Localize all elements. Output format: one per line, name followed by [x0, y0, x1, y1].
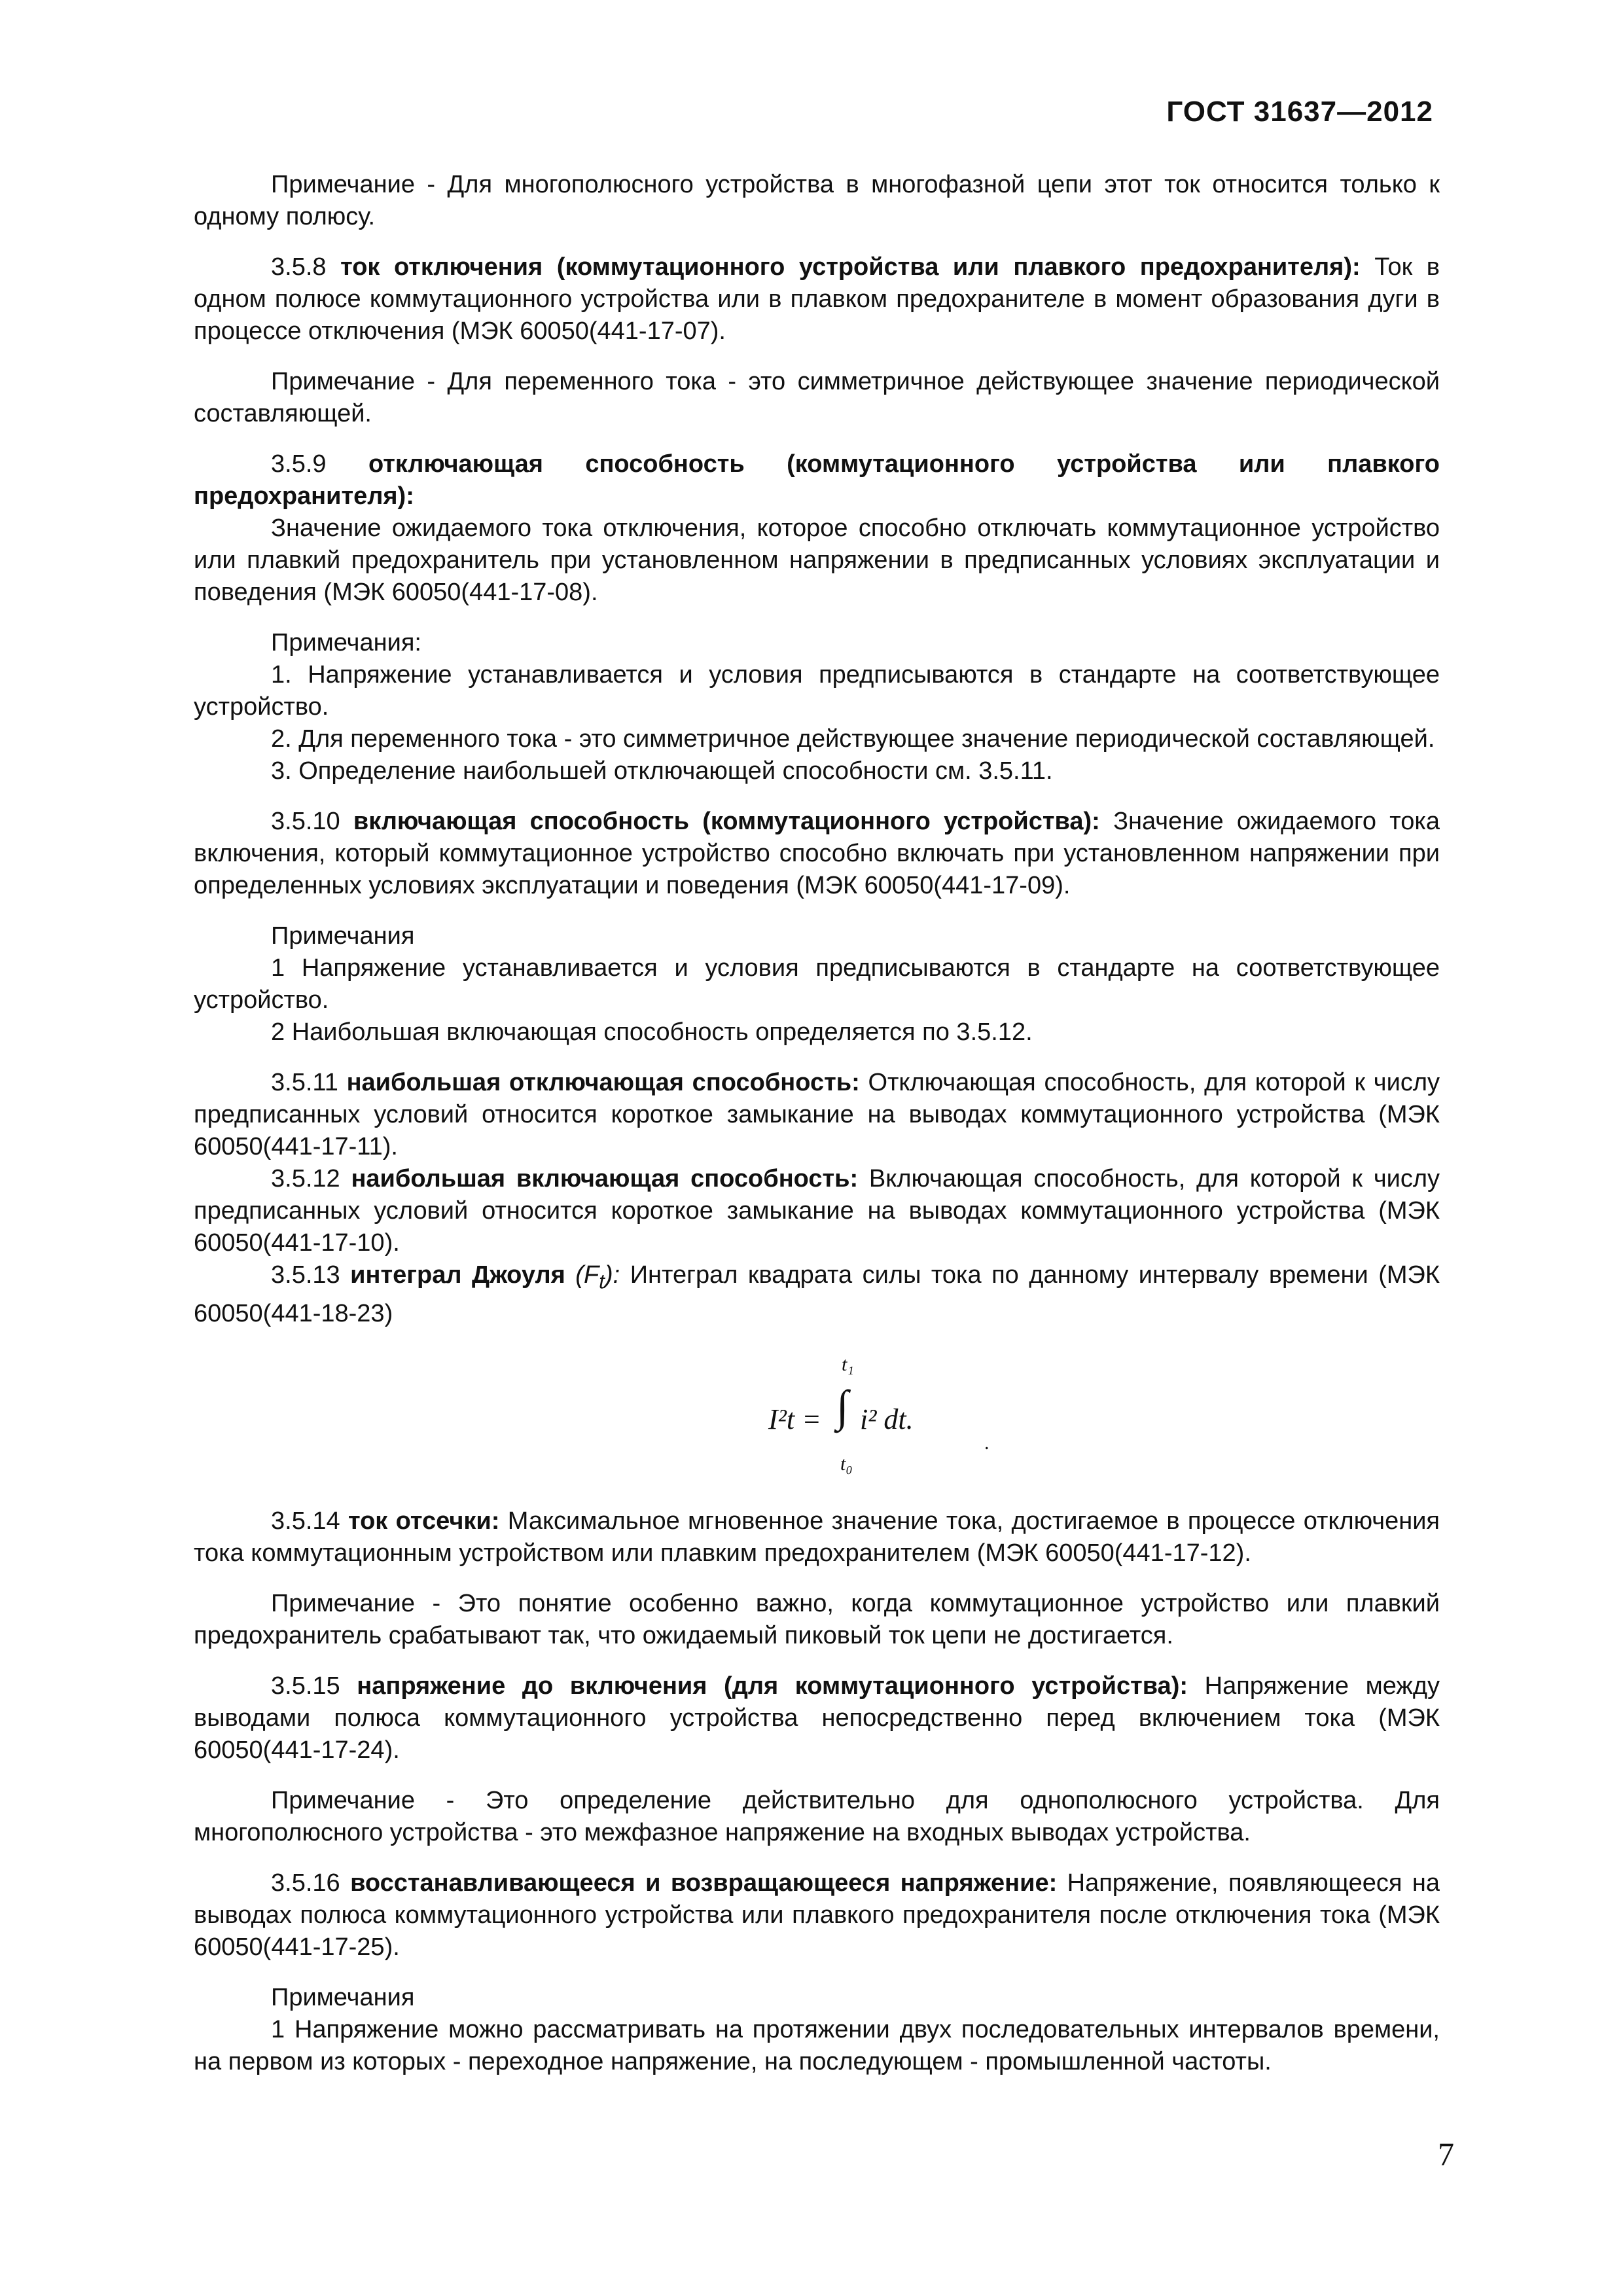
term: включающая способность (коммутационного устройства):	[353, 808, 1100, 835]
clause-number: 3.5.15	[271, 1672, 340, 1700]
definition-text: Интеграл квадрата силы тока по данному интервалу времени (МЭК 60050(441-18-23)	[194, 1261, 1440, 1327]
note-item: 3. Определение наибольшей отключающей способности см. 3.5.11.	[271, 757, 1053, 785]
clause-number: 3.5.14	[271, 1507, 340, 1535]
note-paragraph: Примечание - Для многополюсного устройства в многофазной цепи этот ток относится только к одному полюсу.	[194, 171, 1440, 230]
note-item: 1. Напряжение устанавливается и условия предписываются в стандарте на соответствующее устройство.	[194, 661, 1440, 721]
note-item: 2 Наибольшая включающая способность определяется по 3.5.12.	[271, 1018, 1033, 1046]
integral-upper-limit: t₁	[842, 1353, 854, 1375]
formula-integrand: i² dt.	[860, 1403, 914, 1435]
notes-heading: Примечания	[271, 1983, 415, 2011]
notes-heading: Примечания:	[271, 629, 421, 656]
definition-3-5-13	[194, 1259, 1440, 1330]
definition-3-5-11	[194, 1067, 1440, 1163]
clause-number: 3.5.10	[271, 808, 340, 835]
integral-lower-limit: t₀	[840, 1452, 853, 1475]
term: наибольшая включающая способность:	[351, 1165, 859, 1193]
note-item: 1 Напряжение устанавливается и условия предписываются в стандарте на соответствующее устройство.	[194, 954, 1440, 1014]
definition-3-5-10	[194, 806, 1440, 902]
joule-integral-formula	[194, 1348, 1440, 1479]
clause-number: 3.5.8	[271, 253, 327, 281]
term: интеграл Джоуля	[350, 1261, 565, 1289]
clause-number: 3.5.11	[271, 1069, 338, 1096]
definition-3-5-8	[194, 251, 1440, 348]
clause-number: 3.5.16	[271, 1869, 340, 1897]
term: ток отсечки:	[348, 1507, 500, 1535]
note-paragraph: Примечание - Для переменного тока - это симметричное действующее значение периодической составляющей.	[194, 368, 1440, 427]
clause-number: 3.5.13	[271, 1261, 340, 1289]
definition-3-5-15	[194, 1670, 1440, 1767]
term: ток отключения (коммутационного устройства или плавкого предохранителя):	[340, 253, 1361, 281]
term: отключающая способность (коммутационного устройства или плавкого предохранителя):	[194, 450, 1440, 510]
definition-3-5-12	[194, 1163, 1440, 1259]
definition-3-5-14	[194, 1505, 1440, 1570]
note-item: 2. Для переменного тока - это симметричное действующее значение периодической составляющей.	[271, 725, 1435, 753]
clause-number: 3.5.9	[271, 450, 327, 478]
symbol: $(F_t)$:	[575, 1261, 620, 1293]
integral-sign: ∫	[836, 1380, 849, 1431]
note-paragraph: Примечание - Это понятие особенно важно, когда коммутационное устройство или плавкий предохранитель срабатывают так, что ожидаемый пиковый ток цепи не достигается.	[194, 1589, 1440, 1649]
definition-3-5-9	[194, 448, 1440, 512]
definition-text: Включающая способность, для которой к числу предписанных условий относится короткое замыкание на выводах коммутационного устройства (МЭК 60050(441-17-10).	[194, 1165, 1440, 1257]
document-id: ГОСТ 31637—2012	[1166, 96, 1433, 128]
note-item: 1 Напряжение можно рассматривать на протяжении двух последовательных интервалов времени, на первом из которых - переходное напряжение, на последующем - промышленной частоты.	[194, 2015, 1440, 2075]
definition-text: Напряжение между выводами полюса коммутационного устройства непосредственно перед включением тока (МЭК 60050(441-17-24).	[194, 1672, 1440, 1764]
notes-heading: Примечания	[271, 922, 415, 950]
formula-trailing-dot: .	[984, 1431, 990, 1454]
definition-text: Значение ожидаемого тока включения, который коммутационное устройство способно включать при установленном напряжении при определенных условиях эксплуатации и поведения (МЭК 60050(441-17-09).	[194, 808, 1440, 899]
page-number: 7	[1438, 2136, 1454, 2172]
clause-number: 3.5.12	[271, 1165, 340, 1193]
definition-text: Напряжение, появляющееся на выводах полюса коммутационного устройства или плавкого предохранителя после отключения тока (МЭК 60050(441-17-25).	[194, 1869, 1440, 1961]
term: наибольшая отключающая способность:	[346, 1069, 860, 1096]
formula-lhs: I²t =	[768, 1403, 821, 1435]
definition-text: Максимальное мгновенное значение тока, достигаемое в процессе отключения тока коммутационным устройством или плавким предохранителем (МЭК 60050(441-17-12).	[194, 1507, 1440, 1567]
term: восстанавливающееся и возвращающееся напряжение:	[350, 1869, 1058, 1897]
document-body	[194, 169, 1440, 2078]
term: напряжение до включения (для коммутационного устройства):	[357, 1672, 1188, 1700]
definition-text: Значение ожидаемого тока отключения, которое способно отключать коммутационное устройство или плавкий предохранитель при установленном напряжении в предписанных условиях эксплуатации и поведения (МЭК 60050(441-17-08).	[194, 514, 1440, 606]
definition-3-5-16	[194, 1867, 1440, 1964]
definition-text: Ток в одном полюсе коммутационного устройства или в плавком предохранителе в момент образования дуги в процессе отключения (МЭК 60050(441-17-07).	[194, 253, 1440, 345]
note-paragraph: Примечание - Это определение действительно для однополюсного устройства. Для многополюсного устройства - это межфазное напряжение на входных выводах устройства.	[194, 1786, 1440, 1846]
definition-text: Отключающая способность, для которой к числу предписанных условий относится короткое замыкание на выводах коммутационного устройства (МЭК 60050(441-17-11).	[194, 1069, 1440, 1160]
